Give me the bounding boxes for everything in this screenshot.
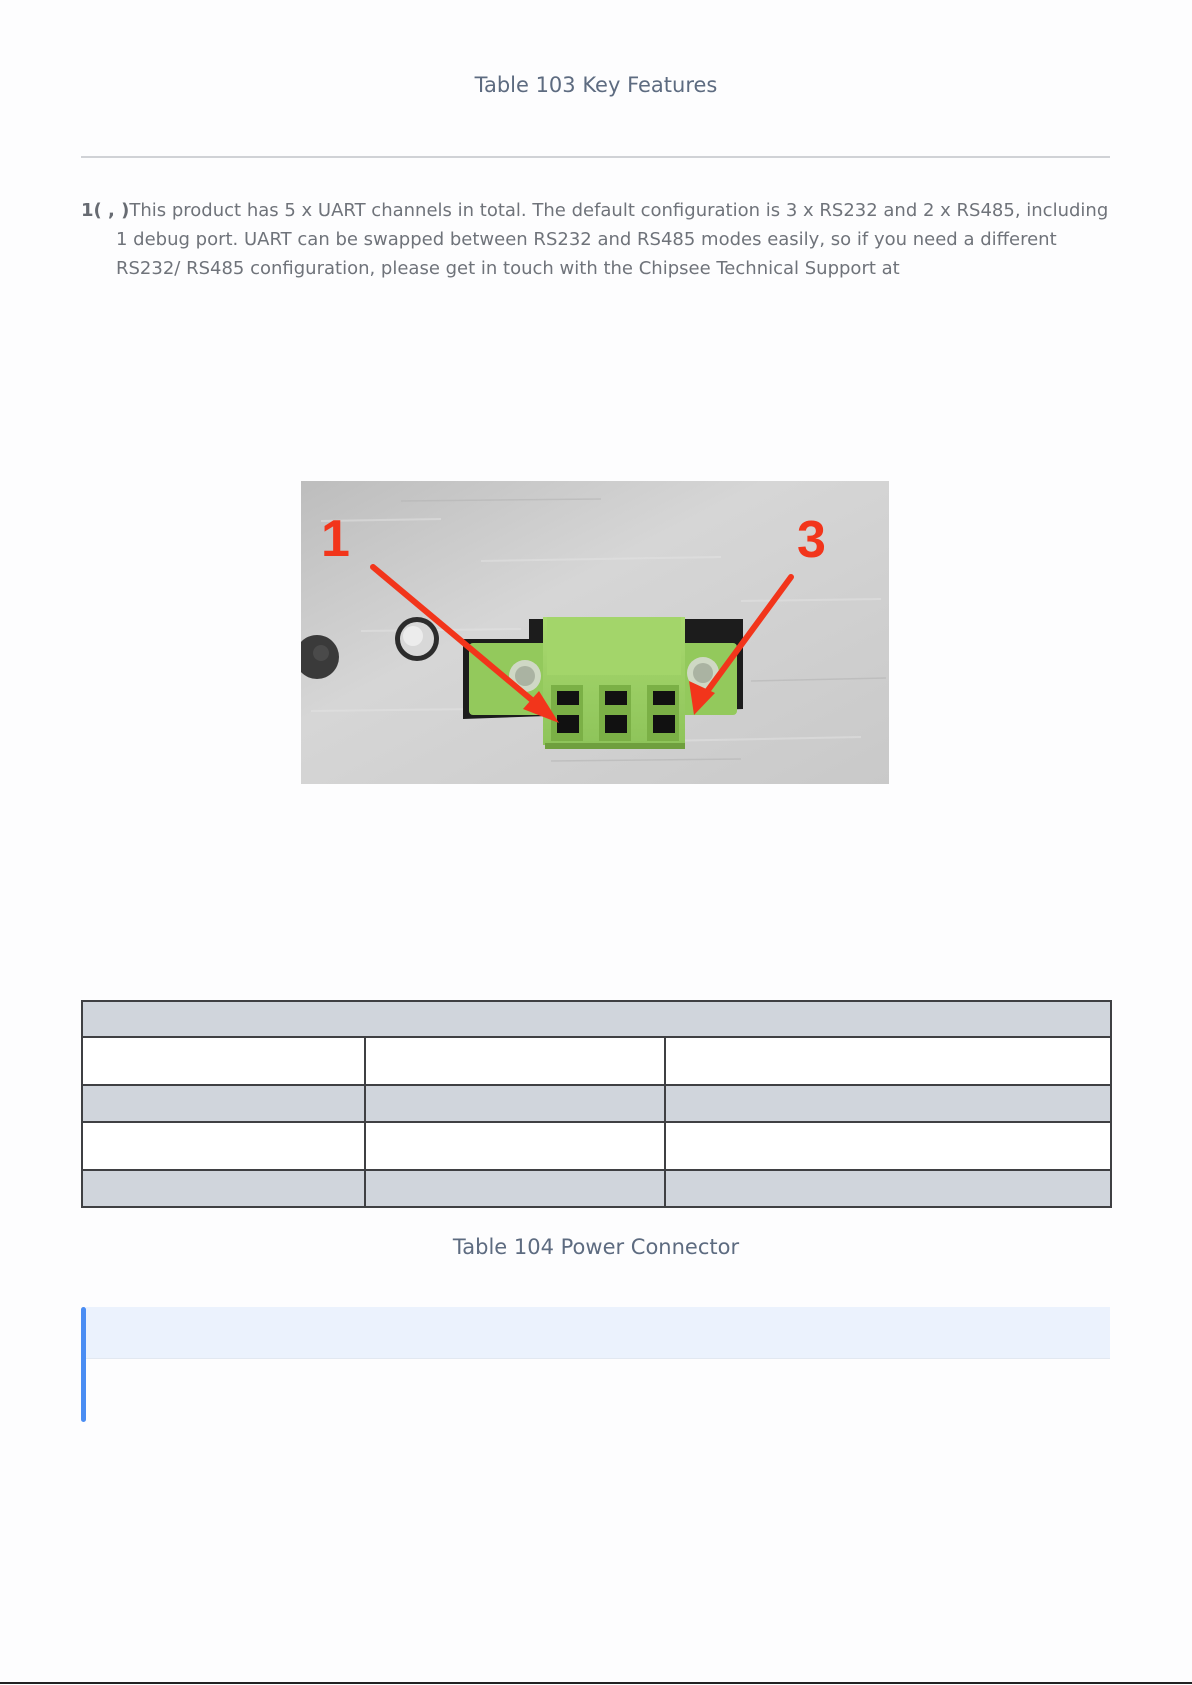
table-cell <box>82 1085 365 1122</box>
table-cell <box>82 1122 365 1170</box>
table-row <box>82 1085 1111 1122</box>
table-header-row <box>82 1001 1111 1037</box>
table-cell <box>665 1085 1111 1122</box>
footnote-text: This product has 5 x UART channels in total. The default configuration is 3 x RS232 and 2 x RS485, including 1 debug port. UART can be swapped between RS232 and RS485 modes easily, so if you need a different RS232/ RS485 configuration, please get in touch with the Chipsee Technical Support at <box>116 200 1109 279</box>
footnote <box>81 196 1111 283</box>
pin-3-slot <box>653 691 675 705</box>
table-row <box>82 1037 1111 1085</box>
table-cell <box>82 1170 365 1207</box>
note-title-bar <box>86 1307 1110 1359</box>
table-cell <box>365 1037 665 1085</box>
footnote-marker: 1( , ) <box>81 200 130 221</box>
table-row <box>82 1170 1111 1207</box>
table-cell <box>665 1122 1111 1170</box>
pin-label-3: 3 <box>797 511 826 569</box>
table-row <box>82 1122 1111 1170</box>
table-cell <box>665 1170 1111 1207</box>
table-cell <box>365 1170 665 1207</box>
table-caption-power-connector: Table 104 Power Connector <box>452 1235 740 1259</box>
table-caption-key-features: Table 103 Key Features <box>474 73 718 97</box>
power-connector-photo <box>301 481 889 784</box>
page-bottom-border <box>0 1682 1192 1684</box>
table-cell <box>82 1037 365 1085</box>
power-connector-table <box>81 1000 1112 1208</box>
table-cell <box>665 1037 1111 1085</box>
pin-1-slot <box>557 691 579 705</box>
table-cell <box>365 1085 665 1122</box>
table-header-cell <box>82 1001 1111 1037</box>
horizontal-divider <box>81 156 1110 158</box>
table-cell <box>365 1122 665 1170</box>
note-callout <box>81 1307 1110 1422</box>
pin-2-slot <box>605 691 627 705</box>
pin-label-1: 1 <box>321 510 350 568</box>
